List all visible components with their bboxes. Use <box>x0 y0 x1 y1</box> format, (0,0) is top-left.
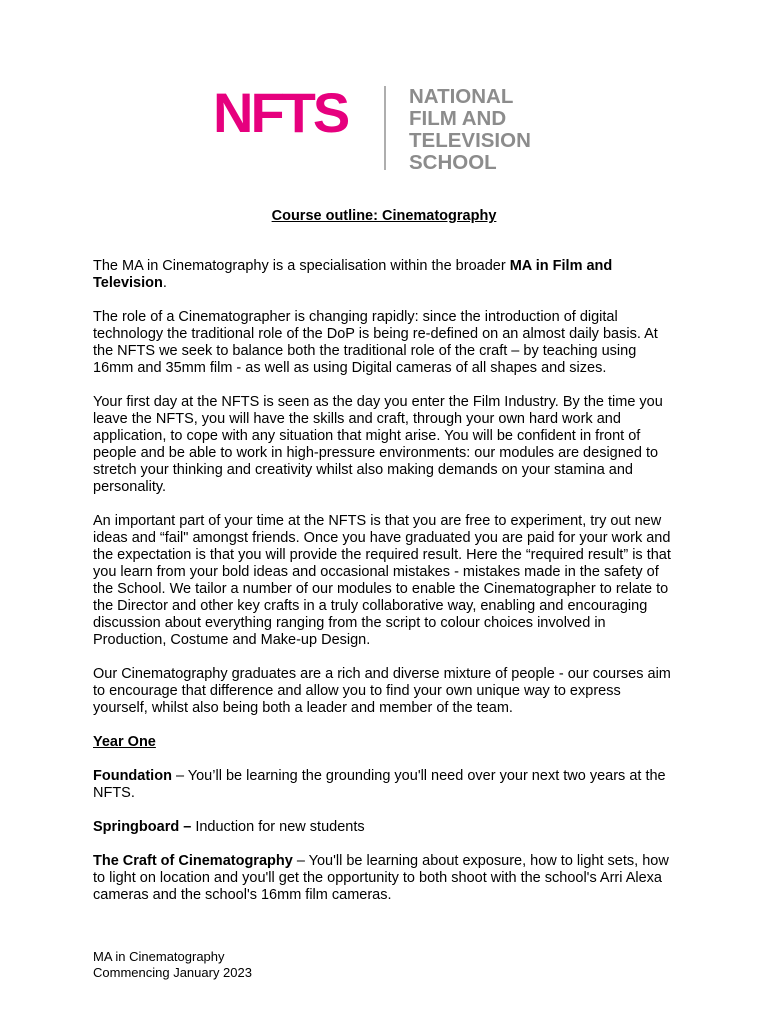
module-name: Springboard – <box>93 819 192 835</box>
intro-paragraph <box>93 258 675 292</box>
module-item <box>93 768 675 802</box>
logo-wordmark <box>409 86 531 174</box>
body-paragraph: The role of a Cinematographer is changing rapidly: since the introduction of digital technology the traditional role of the DoP is being re-defined on an almost daily basis. At the NFTS we seek to balance both the traditional role of the craft – by teaching using 16mm and 35mm film - as well as using Digital cameras of all shapes and sizes. <box>93 309 658 376</box>
logo-word: NATIONAL <box>409 85 514 108</box>
module-description: You'll be learning about exposure, how to light sets, how to light on location and you'll get the opportunity to both shoot with the school's Arri Alexa cameras and the school's 16mm film cameras. <box>93 853 669 903</box>
page-footer <box>93 949 252 981</box>
module-name: The Craft of Cinematography <box>93 853 293 869</box>
body-paragraph: An important part of your time at the NFTS is that you are free to experiment, try out new ideas and “fail" amongst friends. Once you have graduated you are paid for your work and the expectation is that you will provide the required result. Here the “required result” is that you learn from your bold ideas and occasional mistakes - mistakes made in the safety of the School. We tailor a number of our modules to enable the Cinematographer to relate to the Director and other key crafts in a truly collaborative way, enabling and encouraging discussion about everything ranging from the script to colour choices involved in Production, Costume and Make-up Design. <box>93 513 671 648</box>
nfts-logo <box>213 82 558 174</box>
body-paragraph: Our Cinematography graduates are a rich and diverse mixture of people - our courses aim to encourage that difference and allow you to find your own unique way to express yourself, whilst also being both a leader and member of the team. <box>93 666 671 716</box>
intro-bold-text: MA in Film and Television <box>93 258 613 291</box>
body-paragraph: Your first day at the NFTS is seen as the day you enter the Film Industry. By the time you leave the NFTS, you will have the skills and craft, through your own hard work and application, to cope with any situation that might arise. You will be confident in front of people and be able to work in high-pressure environments: our modules are designed to stretch your thinking and creativity whilst also making demands on your stamina and personality. <box>93 394 663 495</box>
module-name: Foundation <box>93 768 172 784</box>
logo-word: SCHOOL <box>409 151 497 174</box>
page-title: Course outline: Cinematography <box>271 208 497 224</box>
section-heading: Year One <box>93 734 156 750</box>
module-separator: – <box>292 853 309 869</box>
logo-divider <box>384 86 386 170</box>
footer-line: Commencing January 2023 <box>93 965 252 980</box>
intro-text-end: . <box>162 275 167 291</box>
module-description: Induction for new students <box>195 819 365 835</box>
document-body <box>93 258 675 921</box>
logo-word: TELEVISION <box>409 129 531 152</box>
logo-mark: NFTS <box>213 81 348 144</box>
intro-text: The MA in Cinematography is a specialisation within the broader <box>93 258 510 274</box>
footer-line: MA in Cinematography <box>93 949 225 964</box>
logo-word: FILM AND <box>409 107 507 130</box>
module-description: You’ll be learning the grounding you'll need over your next two years at the NFTS. <box>93 768 666 801</box>
module-separator: – <box>171 768 188 784</box>
module-item <box>93 853 675 904</box>
module-item <box>93 819 675 836</box>
